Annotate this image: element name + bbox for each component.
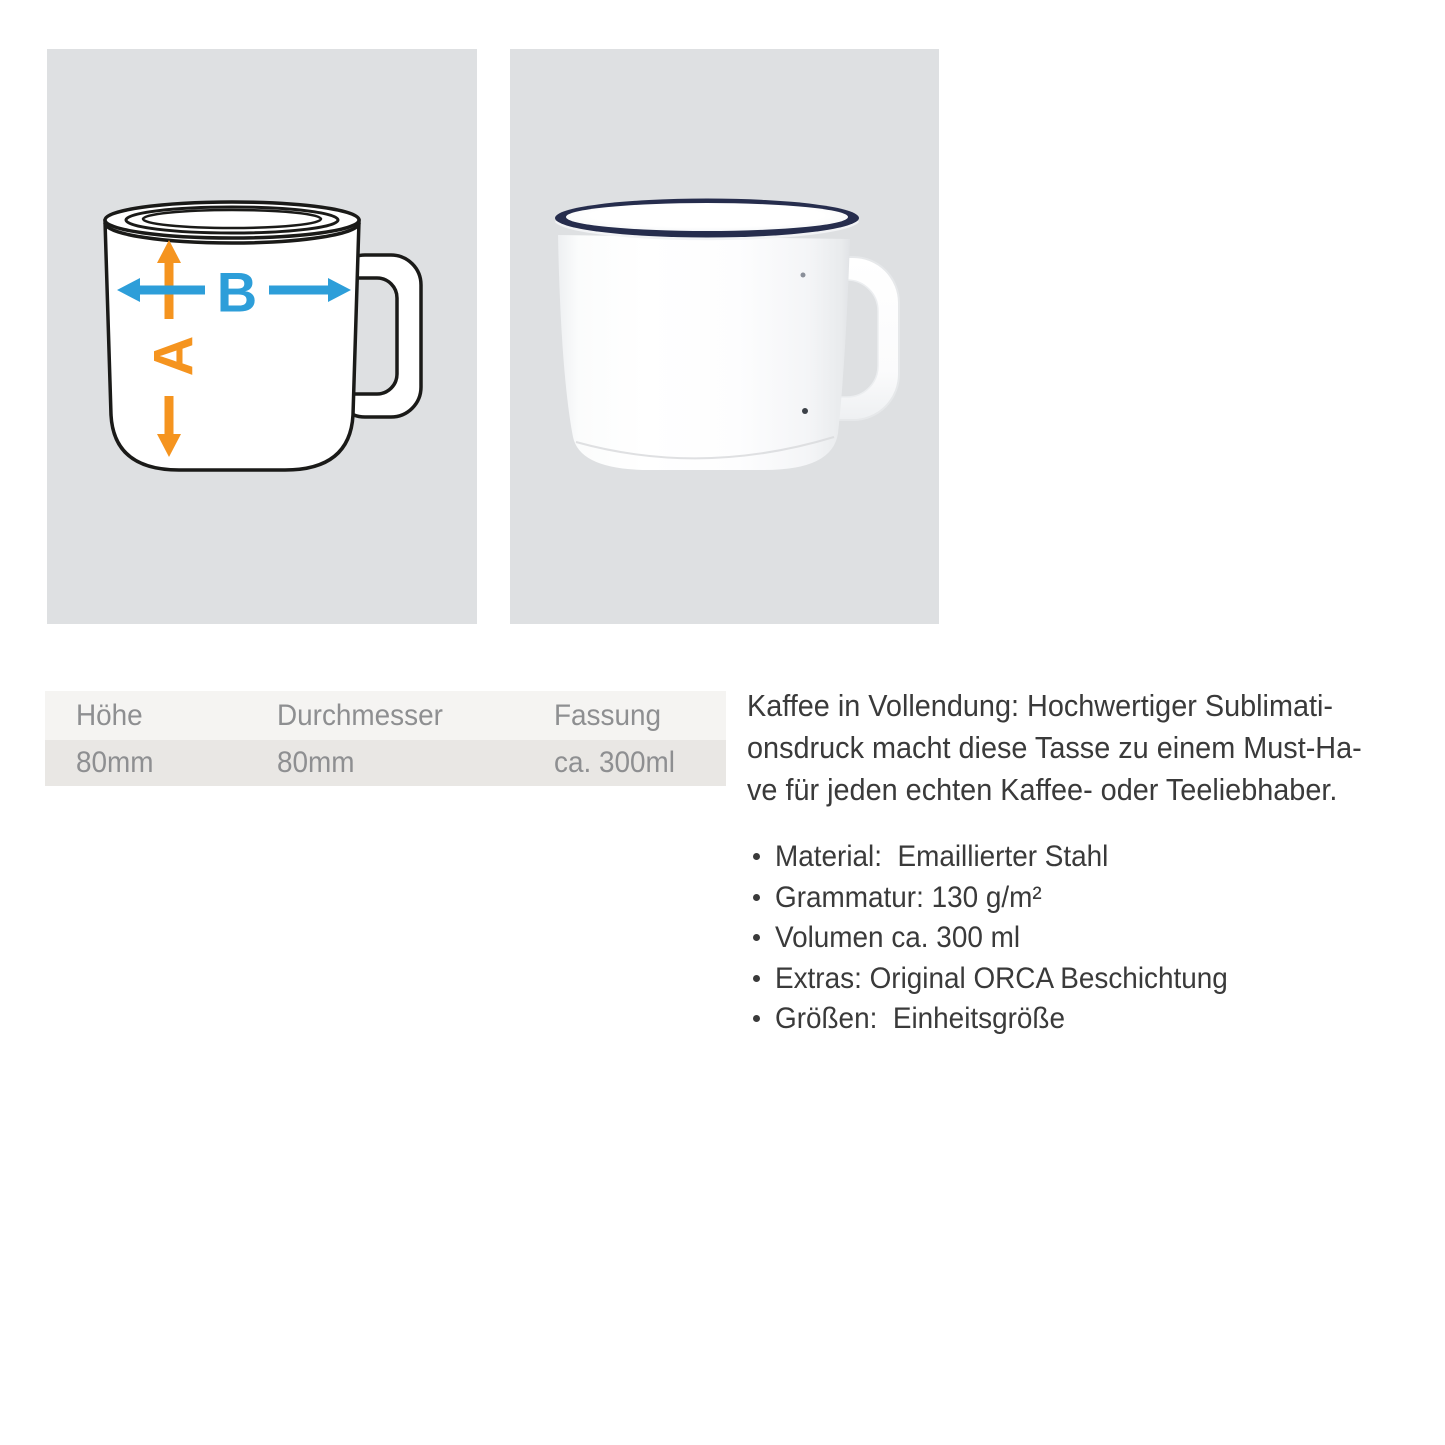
handle-attach-bottom bbox=[802, 408, 808, 414]
diameter-label: B bbox=[216, 260, 258, 324]
spec-item-grammatur: Grammatur: 130 g/m² bbox=[747, 878, 1407, 919]
bullet-dot bbox=[753, 1015, 760, 1022]
size-value-durchmesser: 80mm bbox=[277, 746, 355, 779]
photo-body bbox=[558, 235, 850, 470]
size-col-header-hoehe: Höhe bbox=[76, 698, 143, 732]
bullet-dot bbox=[753, 894, 760, 901]
description-line: Kaffee in Vollendung: Hochwertiger Sublimati- bbox=[747, 688, 1334, 723]
spec-item-volumen: Volumen ca. 300 ml bbox=[747, 918, 1407, 959]
height-label: A bbox=[141, 335, 205, 377]
size-col-header-durchmesser: Durchmesser bbox=[277, 698, 443, 732]
description-line: ve für jeden echten Kaffee- oder Teeliebhaber. bbox=[747, 772, 1338, 807]
product-description bbox=[747, 685, 1407, 1040]
bullet-dot bbox=[753, 975, 760, 982]
size-table-value-row bbox=[45, 740, 726, 786]
description-line: onsdruck macht diese Tasse zu einem Must-Ha- bbox=[747, 730, 1362, 765]
size-value-hoehe: 80mm bbox=[76, 746, 154, 779]
dimension-diagram-panel bbox=[47, 49, 477, 624]
handle-attach-top bbox=[801, 273, 806, 278]
spec-item-material: Material: Emaillierter Stahl bbox=[747, 837, 1407, 878]
product-photo-panel bbox=[510, 49, 939, 624]
spec-list bbox=[747, 837, 1407, 1040]
size-value-fassung: ca. 300ml bbox=[554, 746, 675, 779]
bullet-dot bbox=[753, 934, 760, 941]
spec-item-extras: Extras: Original ORCA Beschichtung bbox=[747, 959, 1407, 1000]
drawing-rim bbox=[105, 202, 359, 238]
mug-line-drawing bbox=[47, 49, 477, 624]
mug-photo bbox=[510, 49, 939, 624]
spec-item-groessen: Größen: Einheitsgröße bbox=[747, 999, 1407, 1040]
size-col-header-fassung: Fassung bbox=[554, 698, 662, 732]
size-table-header-row bbox=[45, 691, 726, 740]
size-table bbox=[45, 691, 726, 786]
photo-rim bbox=[555, 199, 859, 239]
bullet-dot bbox=[753, 853, 760, 860]
